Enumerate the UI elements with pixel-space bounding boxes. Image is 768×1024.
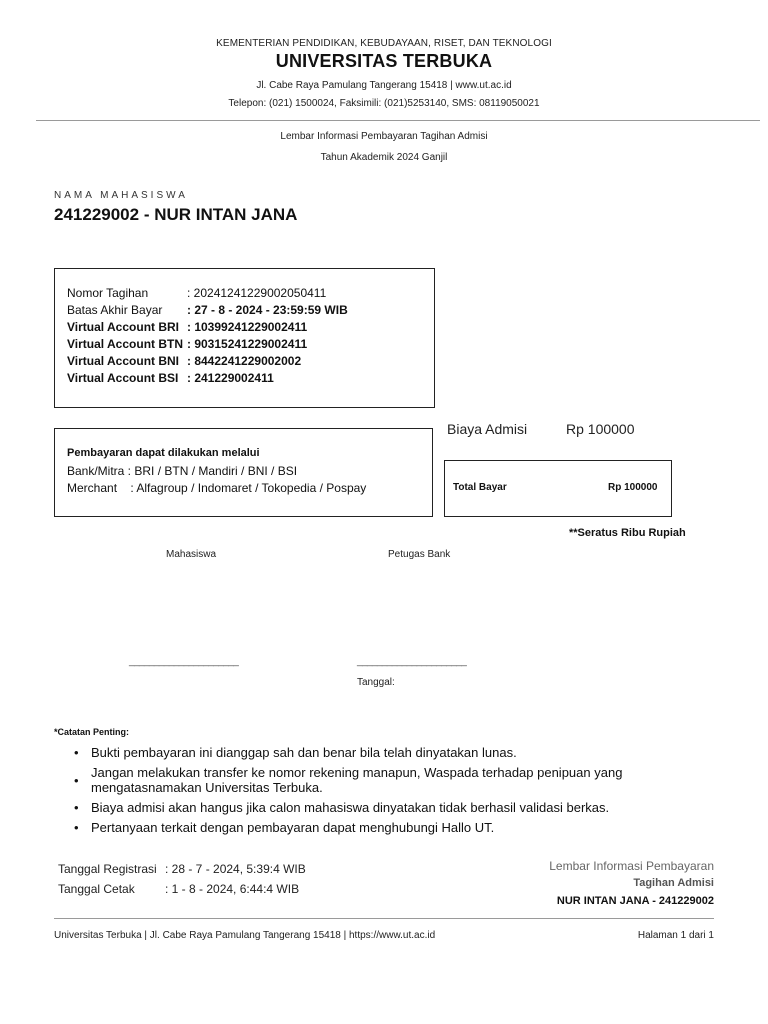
billing-row-va-btn <box>67 337 307 351</box>
billing-key: Virtual Account BSI <box>67 371 179 385</box>
billing-value: : 10399241229002411 <box>187 320 308 334</box>
note-text: Jangan melakukan transfer ke nomor rekening manapun, Waspada terhadap penipuan yang mengatasnamakan Universitas Terbuka. <box>91 765 623 795</box>
billing-value: : 241229002411 <box>187 371 274 385</box>
billing-row-va-bni <box>67 354 301 368</box>
bullet-icon: • <box>74 820 79 835</box>
billing-value: : 20241241229002050411 <box>187 286 327 300</box>
university-name: UNIVERSITAS TERBUKA <box>275 51 493 71</box>
footer-divider <box>54 918 714 919</box>
note-item <box>74 820 731 835</box>
signature-bank-line: ______________________ <box>357 656 467 667</box>
doc-summary-student: NUR INTAN JANA - 241229002 <box>556 895 714 907</box>
billing-value: : 27 - 8 - 2024 - 23:59:59 WIB <box>187 303 348 317</box>
doc-summary-title: Lembar Informasi Pembayaran <box>549 859 714 873</box>
registration-date-value: : 28 - 7 - 2024, 5:39:4 WIB <box>165 862 306 876</box>
ministry-name: KEMENTERIAN PENDIDIKAN, KEBUDAYAAN, RISET, DAN TEKNOLOGI <box>216 38 552 49</box>
billing-row-va-bri <box>67 320 307 334</box>
university-address: Jl. Cabe Raya Pamulang Tangerang 15418 | www.ut.ac.id <box>256 80 512 91</box>
note-text: Bukti pembayaran ini dianggap sah dan benar bila telah dinyatakan lunas. <box>91 745 517 760</box>
student-name: 241229002 - NUR INTAN JANA <box>54 205 298 224</box>
signature-student-line: ______________________ <box>129 656 239 667</box>
signature-date-label: Tanggal: <box>357 677 395 688</box>
print-date <box>58 882 299 896</box>
note-text: Biaya admisi akan hangus jika calon mahasiswa dinyatakan tidak berhasil validasi berkas. <box>91 800 610 815</box>
biaya-admisi-label: Biaya Admisi <box>447 421 528 437</box>
bullet-icon: • <box>74 745 79 760</box>
signature-student-label: Mahasiswa <box>166 549 217 560</box>
registration-date <box>58 862 306 876</box>
note-item <box>74 745 731 760</box>
print-date-value: : 1 - 8 - 2024, 6:44:4 WIB <box>165 882 300 896</box>
billing-key: Virtual Account BTN <box>67 337 184 351</box>
academic-year: Tahun Akademik 2024 Ganjil <box>320 152 448 163</box>
payment-methods-title: Pembayaran dapat dilakukan melalui <box>67 447 260 459</box>
total-bayar-label: Total Bayar <box>453 482 507 493</box>
note-text: Pertanyaan terkait dengan pembayaran dapat menghubungi Hallo UT. <box>91 820 495 835</box>
billing-value: : 8442241229002002 <box>187 354 302 368</box>
billing-key: Batas Akhir Bayar <box>67 303 163 317</box>
billing-key: Virtual Account BRI <box>67 320 180 334</box>
registration-date-label: Tanggal Registrasi <box>58 862 157 876</box>
billing-key: Nomor Tagihan <box>67 286 149 300</box>
footer-address: Universitas Terbuka | Jl. Cabe Raya Pamulang Tangerang 15418 | https://www.ut.ac.id <box>54 930 436 941</box>
billing-row-nomor-tagihan <box>67 286 326 300</box>
billing-key: Virtual Account BNI <box>67 354 180 368</box>
signature-bank-label: Petugas Bank <box>388 549 451 560</box>
university-contact: Telepon: (021) 1500024, Faksimili: (021)5253140, SMS: 08119050021 <box>228 98 540 109</box>
amount-in-words: **Seratus Ribu Rupiah <box>569 527 686 539</box>
notes-title: *Catatan Penting: <box>54 727 130 737</box>
bullet-icon: • <box>74 773 79 788</box>
print-date-label: Tanggal Cetak <box>58 882 135 896</box>
header-divider <box>36 120 760 121</box>
student-name-label: NAMA MAHASISWA <box>54 190 188 201</box>
bullet-icon: • <box>74 800 79 815</box>
page-number: Halaman 1 dari 1 <box>637 930 714 941</box>
doc-summary-subtitle: Tagihan Admisi <box>633 877 714 889</box>
biaya-admisi-value: Rp 100000 <box>566 421 635 437</box>
note-item <box>74 765 731 795</box>
billing-row-batas-akhir <box>67 303 348 317</box>
payment-banks: Bank/Mitra : BRI / BTN / Mandiri / BNI / BSI <box>67 464 298 478</box>
document-title: Lembar Informasi Pembayaran Tagihan Admisi <box>280 131 488 142</box>
note-item <box>74 800 731 815</box>
payment-merchant: Merchant : Alfagroup / Indomaret / Tokopedia / Pospay <box>67 481 367 495</box>
total-bayar-value: Rp 100000 <box>608 482 658 493</box>
billing-row-va-bsi <box>67 371 274 385</box>
billing-value: : 90315241229002411 <box>187 337 308 351</box>
